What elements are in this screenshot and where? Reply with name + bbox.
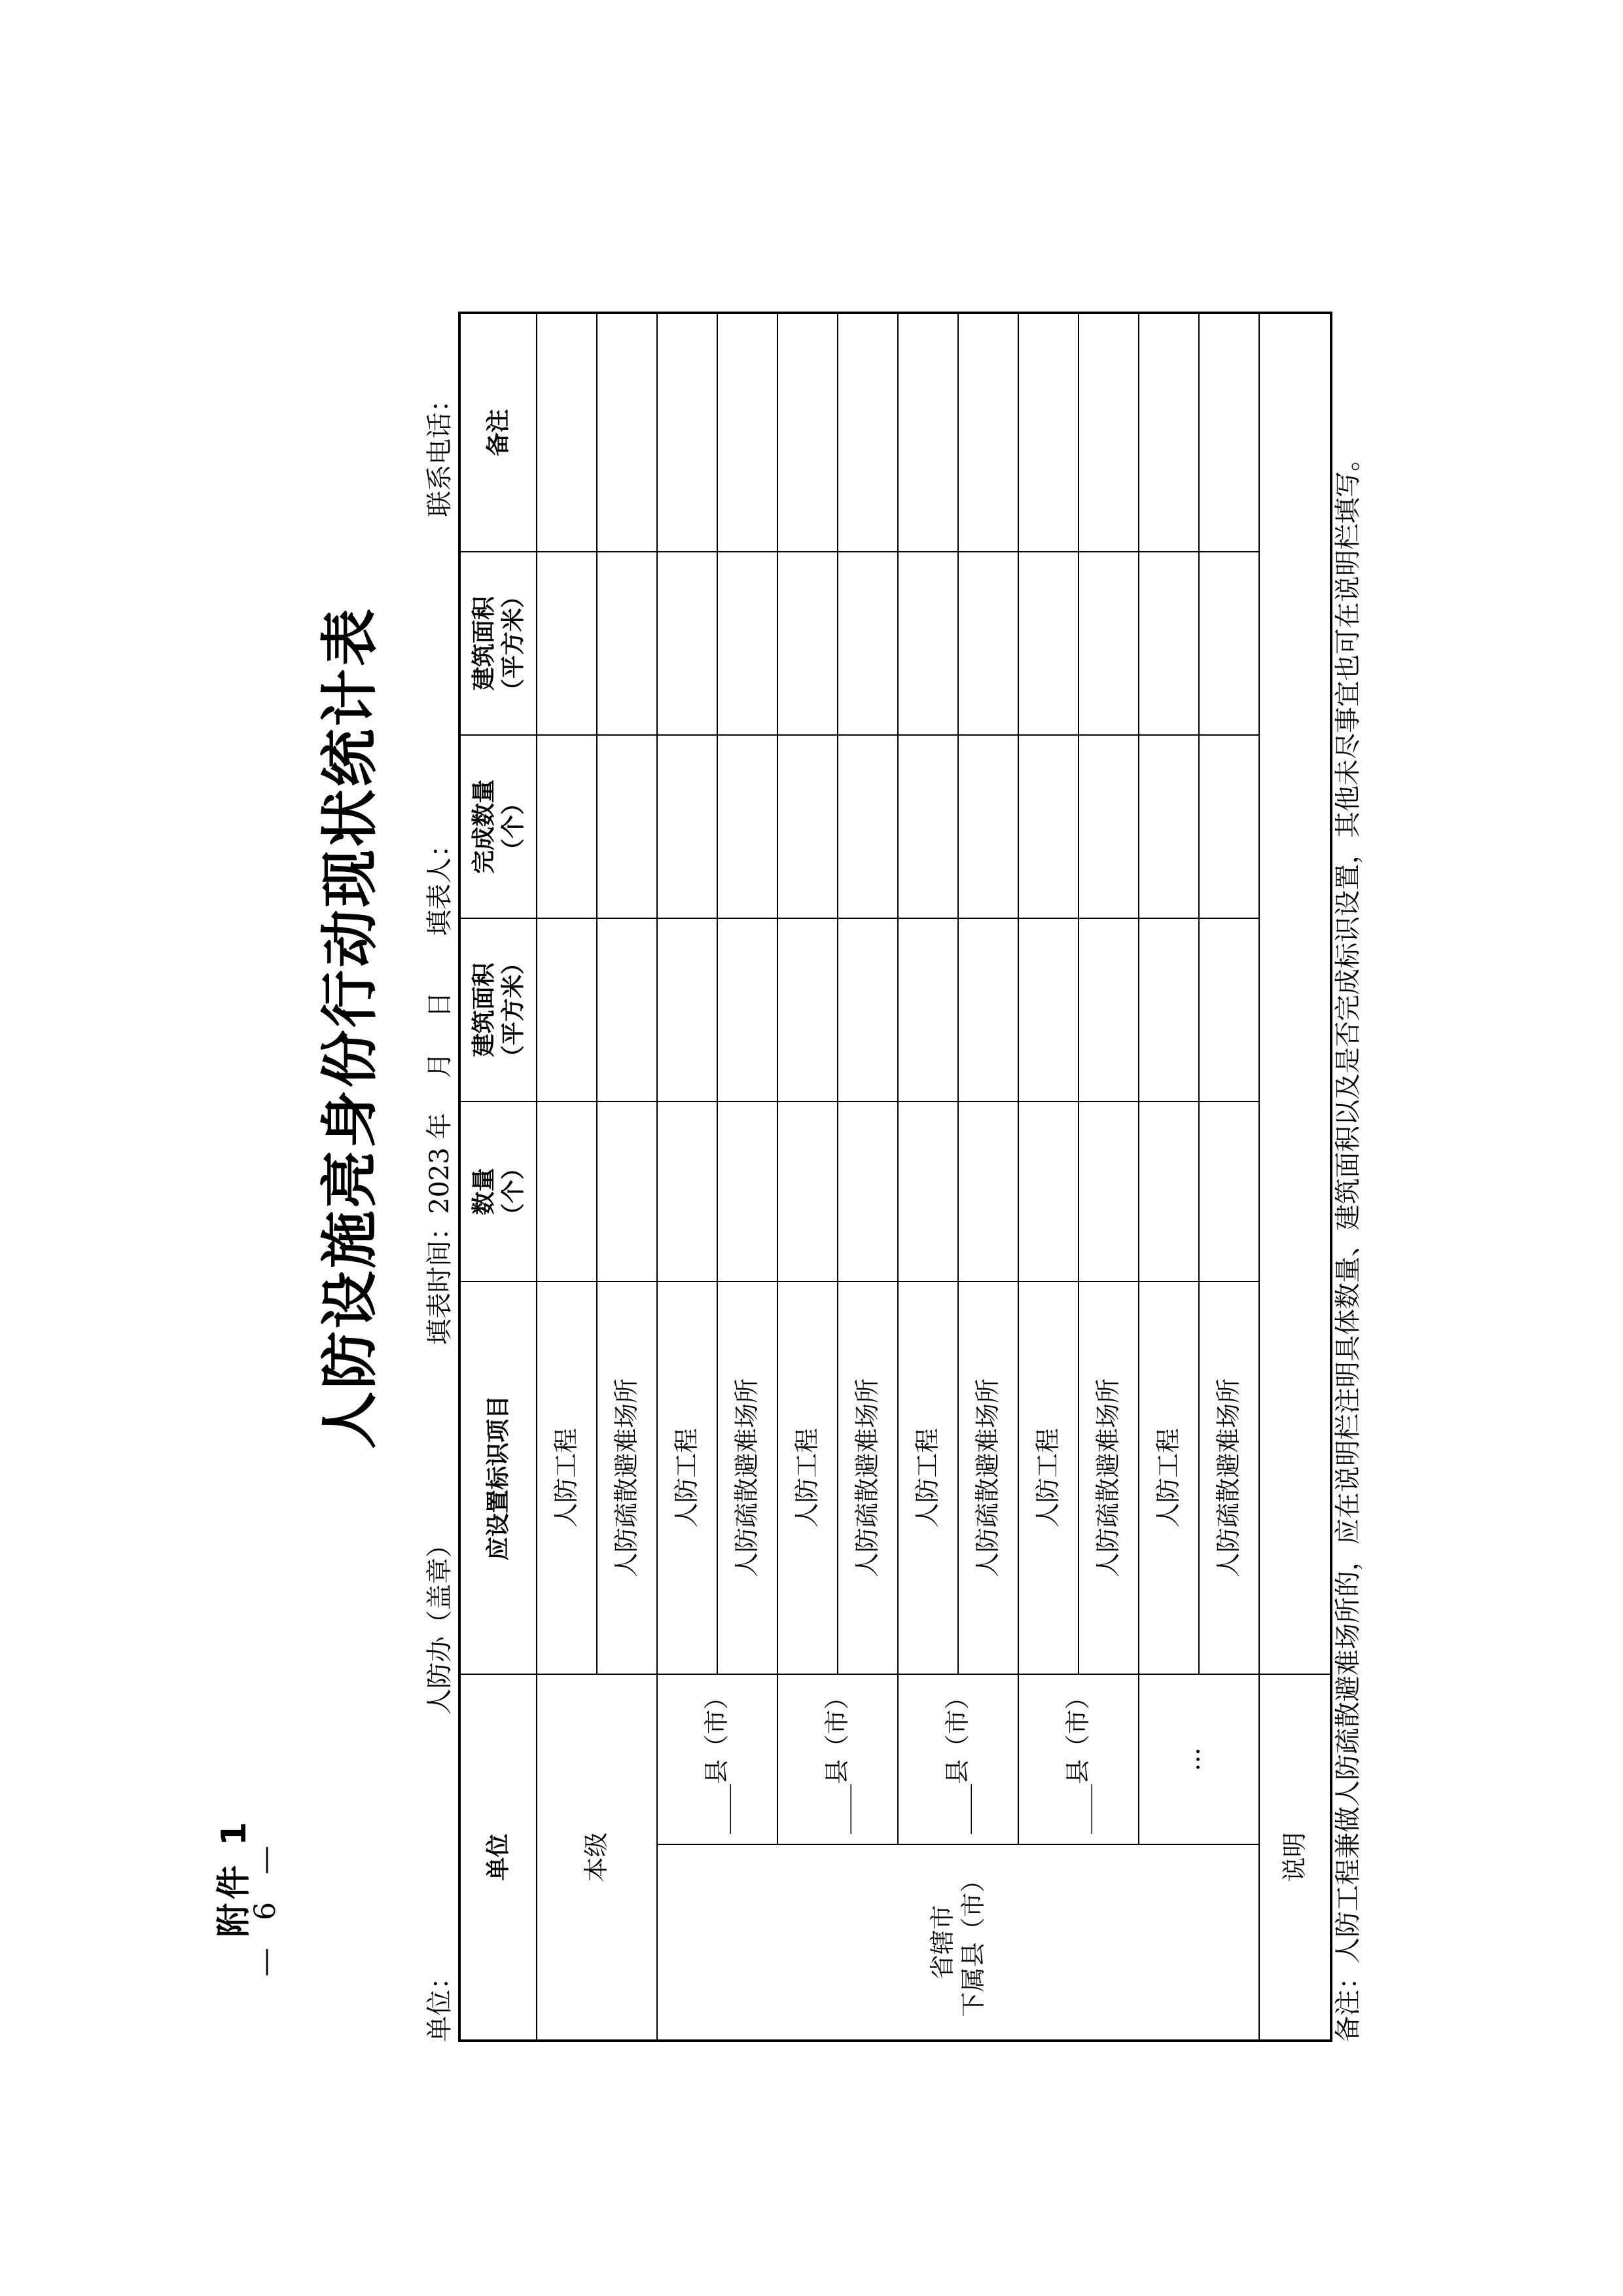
table-row bbox=[537, 313, 597, 2041]
item-cell: 人防工程 bbox=[777, 1282, 838, 1674]
filler-label: 填表人： bbox=[425, 831, 455, 936]
input-cell[interactable] bbox=[838, 735, 898, 918]
input-cell[interactable] bbox=[1139, 918, 1199, 1102]
input-cell[interactable] bbox=[597, 735, 657, 918]
page-number: — 6 — bbox=[249, 1837, 282, 1977]
header-count: 数量 （个） bbox=[459, 1102, 537, 1282]
sub-unit-cell: ____县（市） bbox=[777, 1674, 898, 1844]
sub-unit-cell: ____县（市） bbox=[898, 1674, 1018, 1844]
input-cell[interactable] bbox=[898, 735, 958, 918]
input-cell[interactable] bbox=[1018, 1102, 1079, 1282]
fill-time: 填表时间：2023 年 月 日 bbox=[425, 992, 455, 1345]
input-cell[interactable] bbox=[1018, 313, 1079, 552]
header-unit: 单位 bbox=[459, 1674, 537, 2041]
input-cell[interactable] bbox=[1018, 735, 1079, 918]
note-input-cell[interactable] bbox=[1259, 313, 1331, 1674]
table-row bbox=[1018, 313, 1079, 2041]
input-cell[interactable] bbox=[958, 1102, 1018, 1282]
input-cell[interactable] bbox=[597, 918, 657, 1102]
table-row bbox=[777, 313, 838, 2041]
form-title: 人防设施亮身份行动现状统计表 bbox=[316, 606, 383, 1450]
input-cell[interactable] bbox=[717, 735, 777, 918]
input-cell[interactable] bbox=[1018, 918, 1079, 1102]
note-label-cell: 说明 bbox=[1259, 1674, 1331, 2041]
attachment-label: 附件 1 bbox=[215, 1818, 254, 1937]
input-cell[interactable] bbox=[657, 918, 717, 1102]
item-cell: 人防疏散避难场所 bbox=[1199, 1282, 1259, 1674]
input-cell[interactable] bbox=[1139, 1102, 1199, 1282]
input-cell[interactable] bbox=[1199, 918, 1259, 1102]
input-cell[interactable] bbox=[777, 735, 838, 918]
item-cell: 人防工程 bbox=[1139, 1282, 1199, 1674]
input-cell[interactable] bbox=[597, 1102, 657, 1282]
input-cell[interactable] bbox=[958, 313, 1018, 552]
item-cell: 人防工程 bbox=[1018, 1282, 1079, 1674]
input-cell[interactable] bbox=[1199, 552, 1259, 735]
input-cell[interactable] bbox=[657, 313, 717, 552]
input-cell[interactable] bbox=[958, 552, 1018, 735]
input-cell[interactable] bbox=[898, 1102, 958, 1282]
item-cell: 人防工程 bbox=[657, 1282, 717, 1674]
input-cell[interactable] bbox=[777, 918, 838, 1102]
input-cell[interactable] bbox=[537, 313, 597, 552]
input-cell[interactable] bbox=[958, 918, 1018, 1102]
input-cell[interactable] bbox=[777, 313, 838, 552]
item-cell: 人防工程 bbox=[537, 1282, 597, 1674]
input-cell[interactable] bbox=[898, 313, 958, 552]
input-cell[interactable] bbox=[1079, 1102, 1139, 1282]
input-cell[interactable] bbox=[1018, 552, 1079, 735]
input-cell[interactable] bbox=[1079, 735, 1139, 918]
header-done-area: 建筑面积 （平方米） bbox=[459, 552, 537, 735]
header-item: 应设置标识项目 bbox=[459, 1282, 537, 1674]
unit-value: 人防办（盖章） bbox=[425, 1532, 455, 1715]
item-cell: 人防工程 bbox=[898, 1282, 958, 1674]
table-row bbox=[898, 313, 958, 2041]
input-cell[interactable] bbox=[1199, 313, 1259, 552]
input-cell[interactable] bbox=[1079, 552, 1139, 735]
input-cell[interactable] bbox=[537, 735, 597, 918]
input-cell[interactable] bbox=[898, 918, 958, 1102]
header-remark: 备注 bbox=[459, 313, 537, 552]
table-row bbox=[1139, 313, 1199, 2041]
item-cell: 人防疏散避难场所 bbox=[958, 1282, 1018, 1674]
input-cell[interactable] bbox=[1139, 313, 1199, 552]
input-cell[interactable] bbox=[717, 918, 777, 1102]
statistics-table bbox=[458, 312, 1332, 2042]
item-cell: 人防疏散避难场所 bbox=[597, 1282, 657, 1674]
item-cell: 人防疏散避难场所 bbox=[717, 1282, 777, 1674]
input-cell[interactable] bbox=[958, 735, 1018, 918]
input-cell[interactable] bbox=[838, 552, 898, 735]
sub-unit-cell: ____县（市） bbox=[1018, 1674, 1139, 1844]
unit-label: 单位： bbox=[425, 1964, 455, 2042]
rotated-form-page bbox=[118, 13, 1394, 2042]
input-cell[interactable] bbox=[1199, 735, 1259, 918]
item-cell: 人防疏散避难场所 bbox=[1079, 1282, 1139, 1674]
note-row bbox=[1259, 313, 1331, 2041]
input-cell[interactable] bbox=[537, 1102, 597, 1282]
item-cell: 人防疏散避难场所 bbox=[838, 1282, 898, 1674]
input-cell[interactable] bbox=[1079, 918, 1139, 1102]
input-cell[interactable] bbox=[657, 735, 717, 918]
sub-unit-cell: ____县（市） bbox=[657, 1674, 777, 1844]
header-area: 建筑面积 （平方米） bbox=[459, 918, 537, 1102]
input-cell[interactable] bbox=[717, 313, 777, 552]
input-cell[interactable] bbox=[537, 552, 597, 735]
footnote: 备注：人防工程兼做人防疏散避难场所的，应在说明栏注明具体数量、建筑面积以及是否完成标识设置，其他未尽事宜也可在说明栏填写。 bbox=[1333, 445, 1363, 2042]
input-cell[interactable] bbox=[597, 313, 657, 552]
input-cell[interactable] bbox=[1079, 313, 1139, 552]
input-cell[interactable] bbox=[1139, 552, 1199, 735]
group-cell: 省辖市 下属县（市） bbox=[657, 1844, 1259, 2041]
input-cell[interactable] bbox=[898, 552, 958, 735]
table-header-row bbox=[459, 313, 537, 2041]
input-cell[interactable] bbox=[717, 552, 777, 735]
input-cell[interactable] bbox=[717, 1102, 777, 1282]
input-cell[interactable] bbox=[777, 1102, 838, 1282]
input-cell[interactable] bbox=[838, 313, 898, 552]
input-cell[interactable] bbox=[657, 552, 717, 735]
level-cell: 本级 bbox=[537, 1674, 657, 2041]
table-row bbox=[657, 313, 717, 2041]
header-done-count: 完成数量 （个） bbox=[459, 735, 537, 918]
input-cell[interactable] bbox=[537, 918, 597, 1102]
phone-label: 联系电话： bbox=[425, 386, 455, 517]
input-cell[interactable] bbox=[1139, 735, 1199, 918]
sub-unit-cell: ··· bbox=[1139, 1674, 1259, 1844]
input-cell[interactable] bbox=[657, 1102, 717, 1282]
input-cell[interactable] bbox=[597, 552, 657, 735]
input-cell[interactable] bbox=[838, 918, 898, 1102]
input-cell[interactable] bbox=[838, 1102, 898, 1282]
input-cell[interactable] bbox=[1199, 1102, 1259, 1282]
input-cell[interactable] bbox=[777, 552, 838, 735]
